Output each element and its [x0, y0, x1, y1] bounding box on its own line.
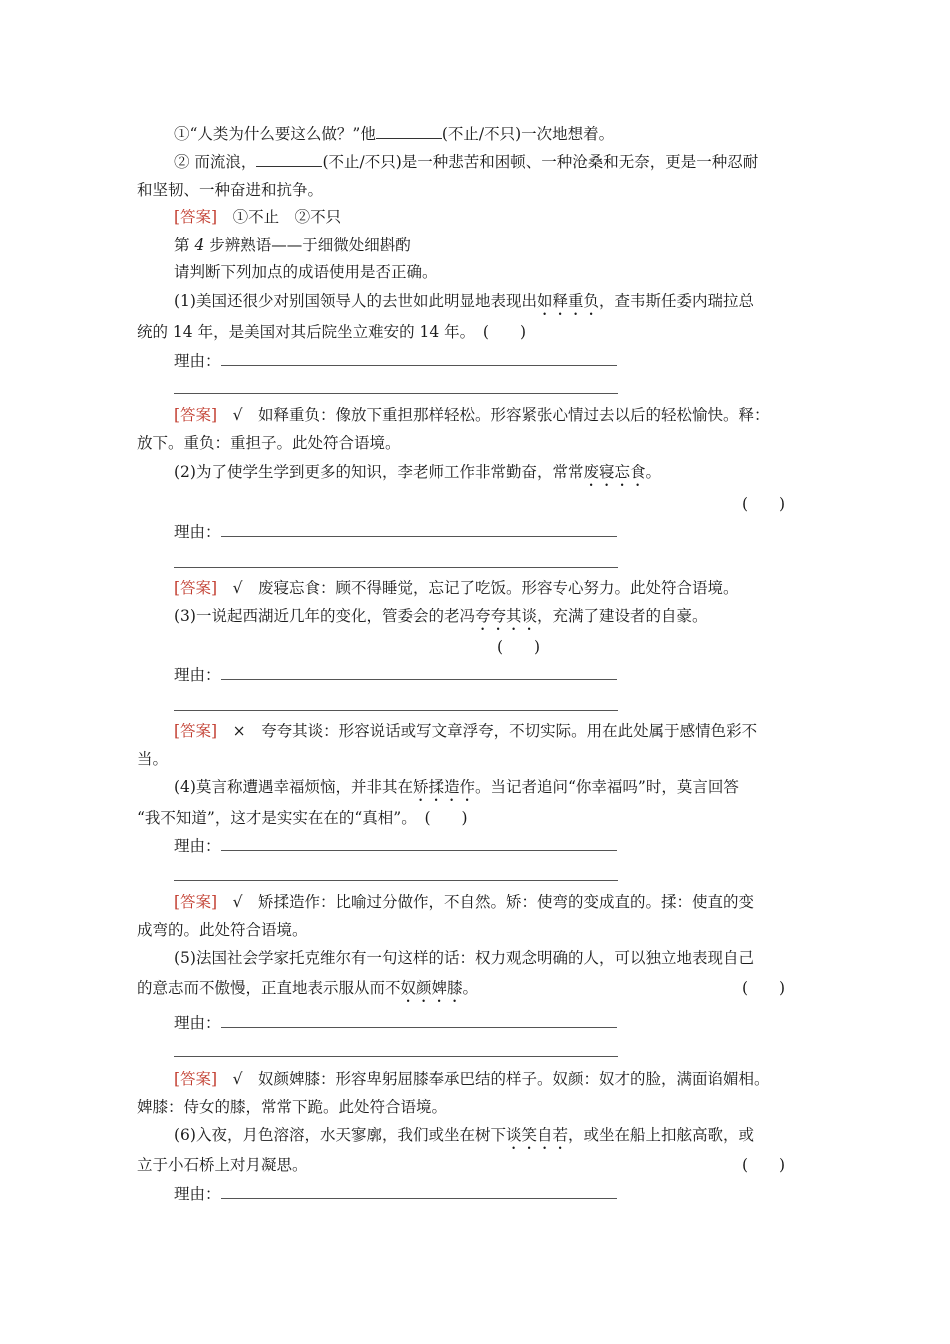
answer-mark: × — [232, 722, 246, 740]
reason-line-2[interactable] — [174, 393, 618, 394]
answer-mark: √ — [232, 893, 243, 911]
reason-line[interactable] — [221, 838, 617, 851]
reason-row — [174, 836, 854, 856]
reason-row — [174, 1013, 854, 1033]
sentence-2-options: (不止/不只)是一种悲苦和困顿、一种沧桑和无奈，更是一种忍耐 — [322, 153, 759, 171]
answer-5-line-2: 婢膝：侍女的膝，常常下跪。此处符合语境。 — [137, 1098, 448, 1116]
dotted-idiom: 谈笑自若 — [505, 1126, 568, 1144]
fill-blank-2[interactable] — [256, 154, 322, 167]
answer-tag: [答案] — [174, 579, 218, 597]
sentence-1-options: (不止/不只)一次地想着。 — [441, 125, 615, 143]
answer-1: [答案] √ 如释重负：像放下重担那样轻松。形容紧张心情过去以后的轻松愉快。释： — [174, 406, 770, 424]
fill-blank-1[interactable] — [376, 126, 442, 139]
answer-text: ①不止 ②不只 — [232, 208, 342, 226]
question-5: (5)法国社会学家托克维尔有一句这样的话：权力观念明确的人，可以独立地表现自己 — [174, 949, 754, 967]
sentence-1 — [174, 124, 854, 144]
answer-mark: √ — [232, 579, 243, 597]
reason-row — [174, 522, 854, 542]
reason-line-2[interactable] — [174, 1056, 618, 1057]
answer-tag: [答案] — [174, 722, 218, 740]
reason-line[interactable] — [221, 353, 617, 366]
answer-tag: [答案] — [174, 406, 218, 424]
dotted-idiom: 夸夸其谈 — [474, 607, 537, 625]
judgment-paren[interactable]: ( ) — [742, 1156, 786, 1174]
question-4-line-2: “我不知道”，这才是实实在在的“真相”。 ( ) — [137, 809, 468, 827]
question-1-line-2: 统的 14 年，是美国对其后院坐立难安的 14 年。 ( ) — [137, 323, 527, 341]
answer-2: [答案] √ 废寝忘食：顾不得睡觉，忘记了吃饭。形容专心努力。此处符合语境。 — [174, 579, 739, 597]
reason-label: 理由： — [174, 1014, 221, 1032]
judgment-paren[interactable]: ( ) — [482, 323, 527, 341]
question-6-line-2: 立于小石桥上对月凝思。 — [137, 1156, 308, 1174]
answer-tag: [答案] — [174, 1070, 218, 1088]
answer-4-line-2: 成弯的。此处符合语境。 — [137, 921, 308, 939]
reason-line-2[interactable] — [174, 710, 618, 711]
answer-mark: √ — [232, 1070, 243, 1088]
question-6: (6)入夜，月色溶溶，水天寥廓，我们或坐在树下谈笑自若，或坐在船上扣舷高歌，或 — [174, 1126, 754, 1144]
answer-3: [答案] × 夸夸其谈：形容说话或写文章浮夸，不切实际。用在此处属于感情色彩不 — [174, 722, 758, 740]
question-2: (2)为了使学生学到更多的知识，李老师工作非常勤奋，常常废寝忘食。 — [174, 463, 661, 481]
judgment-paren[interactable]: ( ) — [742, 495, 786, 513]
step-number: 4 — [194, 236, 205, 254]
instruction: 请判断下列加点的成语使用是否正确。 — [174, 263, 438, 281]
answer-tag: [答案] — [174, 893, 218, 911]
judgment-paren[interactable]: ( ) — [497, 638, 541, 656]
dotted-idiom: 矫揉造作 — [412, 778, 475, 796]
reason-label: 理由： — [174, 837, 221, 855]
answer-tag: [答案] — [174, 208, 218, 226]
sentence-1-text: ①“人类为什么要这么做？”他 — [174, 125, 376, 143]
reason-row — [174, 1184, 854, 1204]
intro-answer — [174, 207, 854, 227]
sentence-2-continued: 和坚韧、一种奋进和抗争。 — [137, 181, 324, 199]
reason-line-2[interactable] — [174, 880, 618, 881]
question-1: (1)美国还很少对别国领导人的去世如此明显地表现出如释重负，查韦斯任委内瑞拉总 — [174, 292, 754, 310]
question-5-line-2: 的意志而不傲慢，正直地表示服从而不奴颜婢膝。 — [137, 979, 479, 997]
dotted-idiom: 废寝忘食 — [583, 463, 646, 481]
answer-4: [答案] √ 矫揉造作：比喻过分做作，不自然。矫：使弯的变成直的。揉：使直的变 — [174, 893, 755, 911]
reason-line[interactable] — [221, 1186, 617, 1199]
dotted-idiom: 如释重负 — [536, 292, 599, 310]
reason-line[interactable] — [221, 667, 617, 680]
answer-1-line-2: 放下。重负：重担子。此处符合语境。 — [137, 434, 401, 452]
answer-5: [答案] √ 奴颜婢膝：形容卑躬屈膝奉承巴结的样子。奴颜：奴才的脸，满面谄媚相。 — [174, 1070, 770, 1088]
question-4: (4)莫言称遭遇幸福烦恼，并非其在矫揉造作。当记者追问“你幸福吗”时，莫言回答 — [174, 778, 739, 796]
judgment-paren[interactable]: ( ) — [424, 809, 468, 827]
reason-line[interactable] — [221, 1015, 617, 1028]
judgment-paren[interactable]: ( ) — [742, 979, 786, 997]
reason-row — [174, 665, 854, 685]
step-heading: 第 4 步辨熟语——于细微处细斟酌 — [174, 236, 411, 254]
sentence-2 — [174, 152, 854, 172]
reason-line[interactable] — [221, 524, 617, 537]
answer-3-line-2: 当。 — [137, 750, 169, 768]
question-3: (3)一说起西湖近几年的变化，管委会的老冯夸夸其谈，充满了建设者的自豪。 — [174, 607, 708, 625]
reason-label: 理由： — [174, 1185, 221, 1203]
reason-label: 理由： — [174, 352, 221, 370]
reason-label: 理由： — [174, 666, 221, 684]
dotted-idiom: 奴颜婢膝 — [400, 979, 463, 997]
answer-mark: √ — [232, 406, 243, 424]
reason-line-2[interactable] — [174, 567, 618, 568]
sentence-2-text: ② 而流浪， — [174, 153, 257, 171]
reason-row — [174, 351, 854, 371]
reason-label: 理由： — [174, 523, 221, 541]
